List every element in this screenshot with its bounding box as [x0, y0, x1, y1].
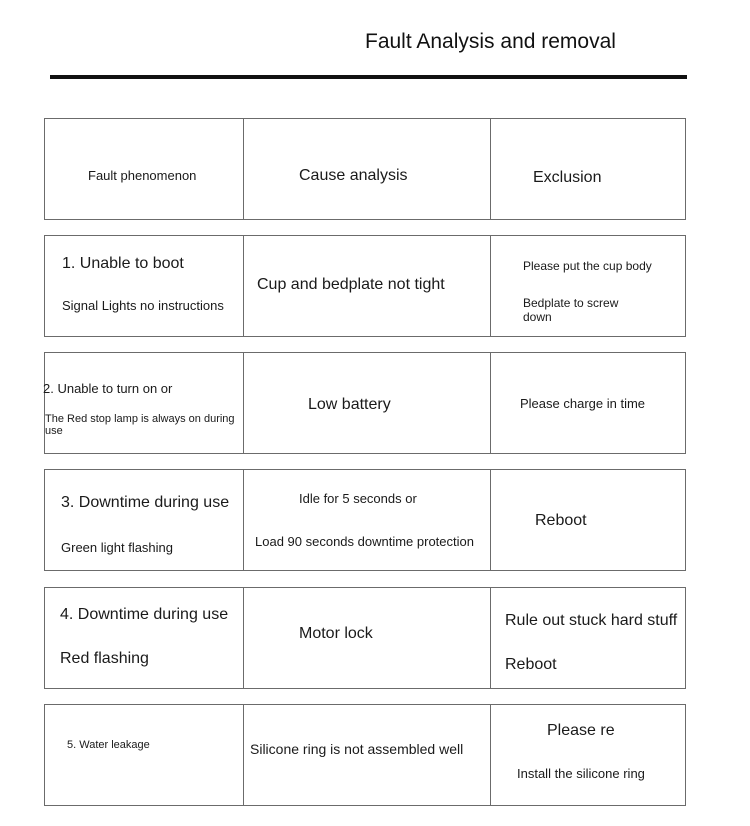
phenomenon-cell	[45, 353, 244, 453]
cause-text: Cup and bedplate not tight	[257, 276, 445, 293]
exclusion-cell	[491, 588, 685, 688]
phenomenon-detail: Red flashing	[60, 650, 149, 667]
table-row	[44, 704, 686, 806]
cause-text: Load 90 seconds downtime protection	[255, 534, 474, 549]
exclusion-cell	[491, 705, 685, 805]
cause-cell	[244, 470, 491, 570]
header-cell-phenomenon	[45, 119, 244, 219]
page-title: Fault Analysis and removal	[365, 30, 616, 53]
phenomenon-title: 5. Water leakage	[67, 739, 150, 751]
cause-text: Low battery	[308, 396, 391, 413]
exclusion-cell	[491, 353, 685, 453]
exclusion-text: Install the silicone ring	[517, 766, 645, 781]
exclusion-text: Please put the cup body	[523, 259, 652, 273]
table-row	[44, 469, 686, 571]
exclusion-text: Please re	[547, 722, 615, 739]
phenomenon-detail: Signal Lights no instructions	[62, 298, 224, 313]
exclusion-cell	[491, 236, 685, 336]
table-row	[44, 352, 686, 454]
exclusion-text: Bedplate to screw down	[523, 296, 619, 324]
phenomenon-title: 1. Unable to boot	[62, 255, 184, 272]
exclusion-text: Reboot	[535, 512, 587, 529]
cause-cell	[244, 236, 491, 336]
exclusion-cell	[491, 470, 685, 570]
exclusion-text: Please charge in time	[520, 396, 646, 411]
table-row	[44, 235, 686, 337]
phenomenon-cell	[45, 705, 244, 805]
phenomenon-title: 4. Downtime during use	[60, 606, 229, 623]
table-row	[44, 587, 686, 689]
title-divider	[50, 75, 687, 79]
phenomenon-cell	[45, 470, 244, 570]
phenomenon-title: 3. Downtime during use	[61, 494, 230, 511]
header-cell-cause	[244, 119, 491, 219]
cause-text: Idle for 5 seconds or	[299, 491, 417, 506]
cause-cell	[244, 353, 491, 453]
header-cell-exclusion	[491, 119, 685, 219]
cause-text: Silicone ring is not assembled well	[250, 741, 464, 757]
phenomenon-title: 2. Unable to turn on or	[43, 381, 173, 396]
phenomenon-detail: Green light flashing	[61, 540, 174, 555]
exclusion-text: Rule out stuck hard stuff	[505, 612, 678, 629]
table-header-row	[44, 118, 686, 220]
header-cause: Cause analysis	[299, 167, 408, 184]
phenomenon-cell	[45, 236, 244, 336]
cause-cell	[244, 705, 491, 805]
header-exclusion: Exclusion	[533, 169, 602, 186]
cause-cell	[244, 588, 491, 688]
phenomenon-detail: The Red stop lamp is always on during use	[45, 413, 235, 437]
phenomenon-cell	[45, 588, 244, 688]
exclusion-text: Reboot	[505, 656, 557, 673]
header-phenomenon: Fault phenomenon	[88, 168, 197, 183]
cause-text: Motor lock	[299, 625, 373, 642]
